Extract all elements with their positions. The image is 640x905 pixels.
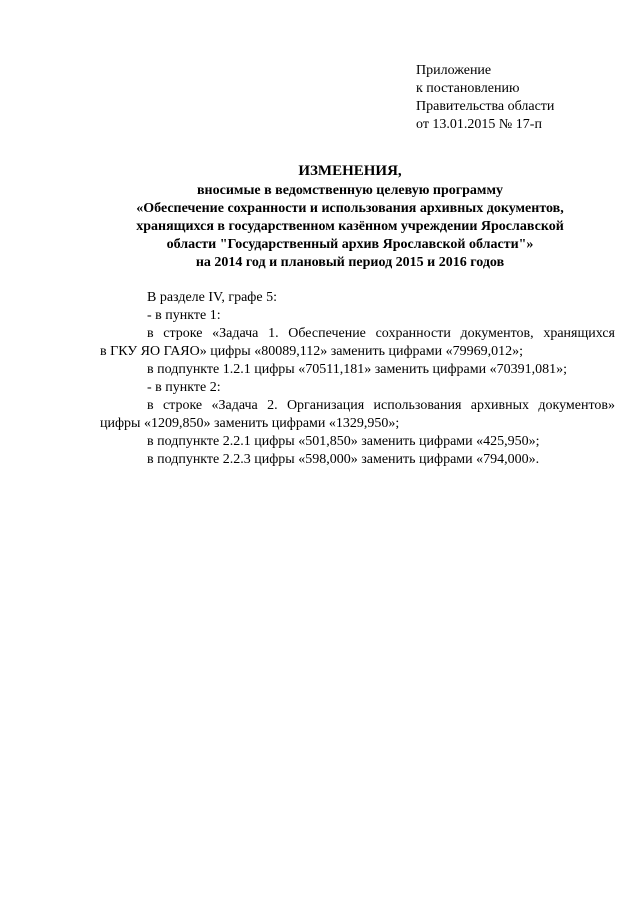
title-line: вносимые в ведомственную целевую программу bbox=[197, 183, 503, 198]
document-title bbox=[100, 162, 600, 272]
body-paragraph: в ГКУ ЯО ГАЯО» цифры «80089,112» заменить цифрами «79969,012»; bbox=[100, 344, 524, 359]
body-paragraph: цифры «1209,850» заменить цифрами «1329,950»; bbox=[100, 416, 400, 431]
title-heading: ИЗМЕНЕНИЯ, bbox=[298, 163, 402, 179]
body-paragraph: в подпункте 2.2.3 цифры «598,000» заменить цифрами «794,000». bbox=[147, 452, 540, 467]
body-paragraph: В разделе IV, графе 5: bbox=[147, 290, 277, 305]
body-paragraph: - в пункте 1: bbox=[147, 308, 221, 323]
body-paragraph: в строке «Задача 2. Организация использования архивных документов» bbox=[147, 398, 615, 413]
appendix-line: от 13.01.2015 № 17-п bbox=[416, 117, 542, 132]
body-paragraph: в подпункте 1.2.1 цифры «70511,181» заменить цифрами «70391,081»; bbox=[147, 362, 568, 377]
body-paragraph: в строке «Задача 1. Обеспечение сохранности документов, хранящихся bbox=[147, 326, 615, 341]
appendix-line: Правительства области bbox=[416, 99, 555, 114]
title-line: области "Государственный архив Ярославской области"» bbox=[166, 237, 534, 252]
appendix-line: Приложение bbox=[416, 63, 492, 78]
body-paragraph: в подпункте 2.2.1 цифры «501,850» заменить цифрами «425,950»; bbox=[147, 434, 540, 449]
body-paragraph: - в пункте 2: bbox=[147, 380, 221, 395]
appendix-header bbox=[416, 62, 554, 134]
title-line: хранящихся в государственном казённом учреждении Ярославской bbox=[136, 219, 564, 234]
document-body bbox=[100, 289, 615, 469]
title-line: на 2014 год и плановый период 2015 и 2016 годов bbox=[195, 255, 505, 270]
title-line: «Обеспечение сохранности и использования архивных документов, bbox=[136, 201, 564, 216]
appendix-line: к постановлению bbox=[416, 81, 520, 96]
